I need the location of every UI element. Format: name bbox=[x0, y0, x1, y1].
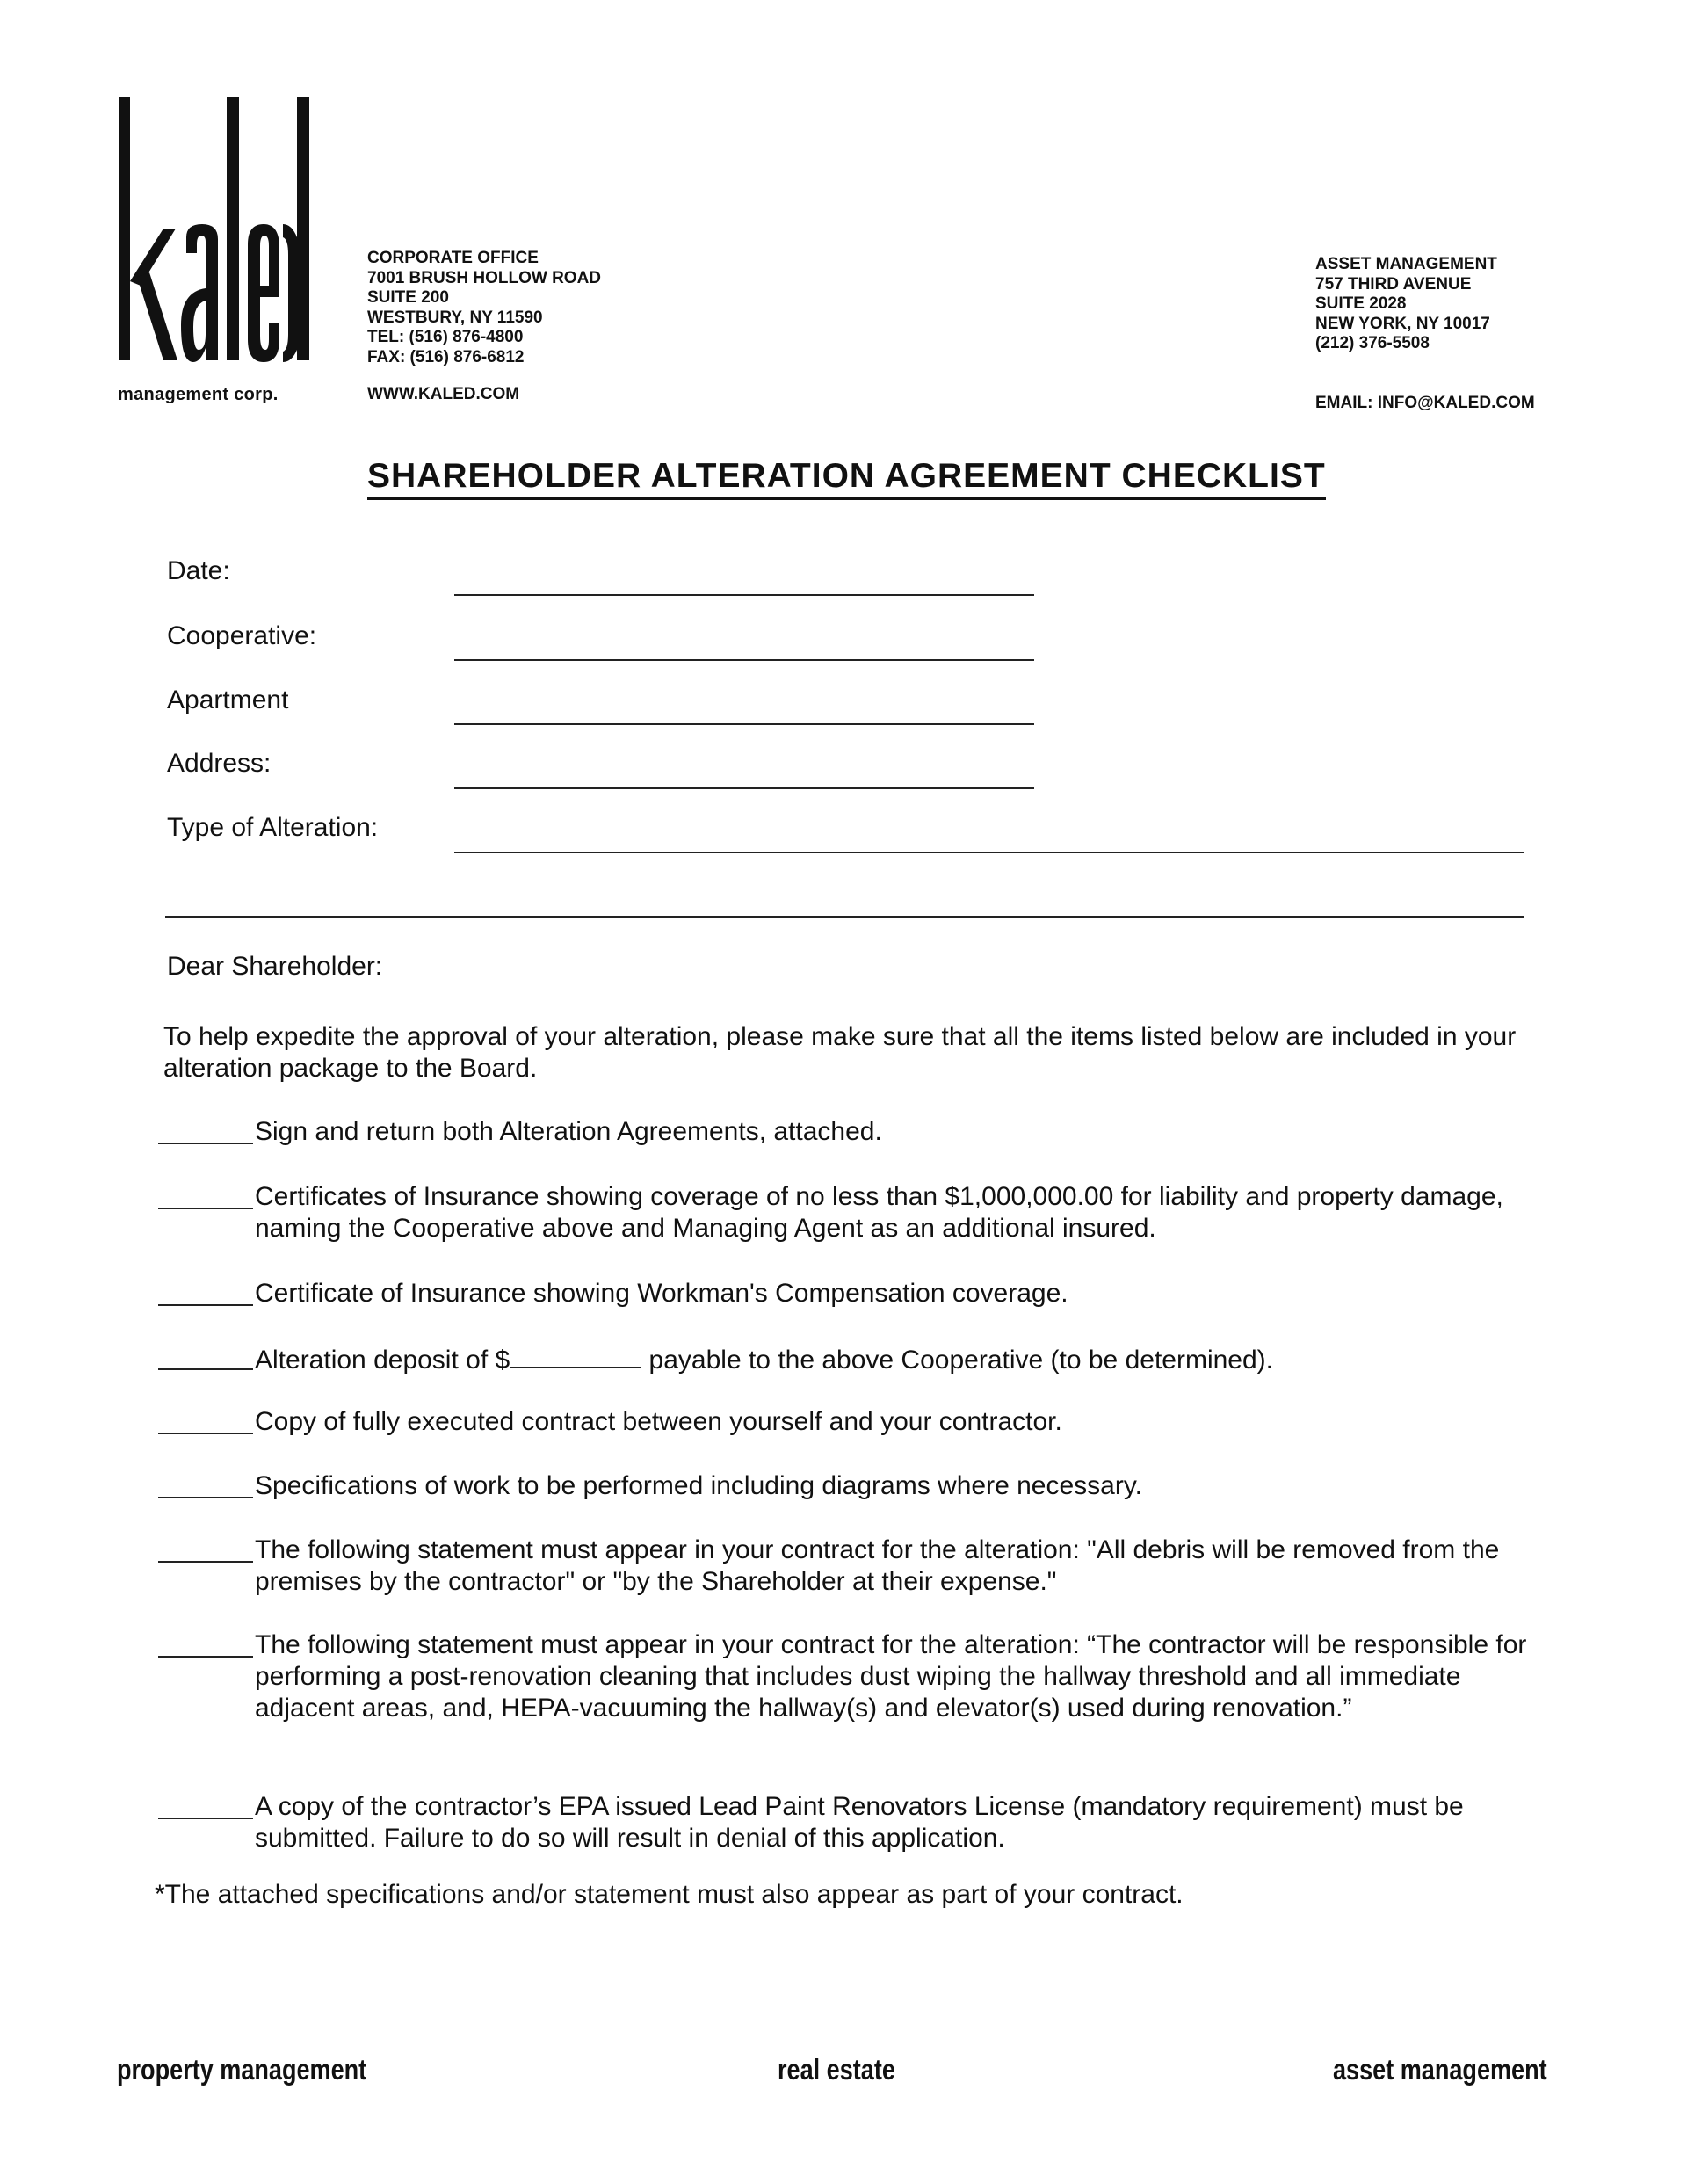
asset-management-line: SUITE 2028 bbox=[1315, 294, 1407, 313]
type-of-alteration-field[interactable] bbox=[454, 852, 1524, 853]
footer-asset-management: asset management bbox=[1333, 2053, 1547, 2086]
checklist-item-text: Certificates of Insurance showing coverage of no less than $1,000,000.00 for liability and property damage, naming the Cooperative above and Managing Agent as an additional insured. bbox=[255, 1182, 1503, 1243]
kaled-logo bbox=[118, 97, 309, 369]
checkbox-blank[interactable] bbox=[158, 1535, 253, 1563]
checklist-item bbox=[158, 1278, 1529, 1310]
checklist-item-text: Specifications of work to be performed including diagrams where necessary. bbox=[255, 1471, 1142, 1500]
checklist-item-text: Sign and return both Alteration Agreements, attached. bbox=[255, 1117, 882, 1146]
corporate-office-line: SUITE 200 bbox=[367, 288, 449, 307]
checklist-item bbox=[158, 1470, 1529, 1502]
address-label: Address: bbox=[167, 749, 272, 778]
deposit-prefix: Alteration deposit of bbox=[255, 1346, 496, 1375]
corporate-office-line: FAX: (516) 876-6812 bbox=[367, 347, 525, 366]
intro-paragraph: To help expedite the approval of your alteration, please make sure that all the items listed below are included in your alteration package to the Board. bbox=[163, 1022, 1517, 1083]
type-of-alteration-label: Type of Alteration: bbox=[167, 813, 379, 842]
checkbox-blank[interactable] bbox=[158, 1470, 253, 1498]
apartment-field[interactable] bbox=[454, 723, 1034, 725]
corporate-office-line: WESTBURY, NY 11590 bbox=[367, 308, 543, 327]
logo-subtitle: management corp. bbox=[118, 385, 279, 404]
deposit-suffix: payable to the above Cooperative (to be determined). bbox=[641, 1346, 1273, 1375]
checkbox-blank[interactable] bbox=[158, 1791, 253, 1819]
checkbox-blank[interactable] bbox=[158, 1629, 253, 1658]
footnote: *The attached specifications and/or statement must also appear as part of your contract. bbox=[155, 1880, 1184, 1909]
checkbox-blank[interactable] bbox=[158, 1406, 253, 1434]
cooperative-field[interactable] bbox=[454, 659, 1034, 661]
footer-property-management: property management bbox=[117, 2053, 367, 2086]
checklist-item-deposit bbox=[158, 1342, 1529, 1376]
checkbox-blank[interactable] bbox=[158, 1181, 253, 1209]
asset-management-heading: ASSET MANAGEMENT bbox=[1315, 255, 1497, 273]
corporate-office-line: TEL: (516) 876-4800 bbox=[367, 328, 524, 346]
date-label: Date: bbox=[167, 556, 230, 585]
asset-management-line: 757 THIRD AVENUE bbox=[1315, 274, 1472, 294]
asset-management-address bbox=[1315, 255, 1497, 354]
checklist-item-text: A copy of the contractor’s EPA issued Lead Paint Renovators License (mandatory requirement) must be submitted. Failure to do so will result in denial of this application. bbox=[255, 1792, 1464, 1853]
deposit-amount-field[interactable] bbox=[510, 1342, 641, 1368]
checklist-item bbox=[158, 1406, 1529, 1438]
cooperative-label: Cooperative: bbox=[167, 621, 317, 650]
checkbox-blank[interactable] bbox=[158, 1278, 253, 1306]
checklist-item bbox=[158, 1116, 1529, 1148]
checklist-item bbox=[158, 1791, 1529, 1854]
deposit-currency: $ bbox=[495, 1346, 510, 1375]
checklist-item-text: The following statement must appear in your contract for the alteration: “The contractor will be responsible for performing a post-renovation cleaning that includes dust wiping the hallway threshold and all immediate adjacent areas, and, HEPA-vacuuming the hallway(s) and elevator(s) used during renovation.” bbox=[255, 1630, 1527, 1723]
footer-real-estate: real estate bbox=[778, 2053, 895, 2086]
checkbox-blank[interactable] bbox=[158, 1342, 253, 1370]
checklist-item bbox=[158, 1535, 1529, 1598]
page-title: SHAREHOLDER ALTERATION AGREEMENT CHECKLIST bbox=[367, 457, 1326, 500]
address-field[interactable] bbox=[454, 787, 1034, 789]
checklist-item-text: Copy of fully executed contract between yourself and your contractor. bbox=[255, 1407, 1062, 1436]
checklist-item-text: Certificate of Insurance showing Workman's Compensation coverage. bbox=[255, 1279, 1068, 1308]
apartment-label: Apartment bbox=[167, 686, 289, 715]
corporate-office-address bbox=[367, 249, 601, 367]
website-link[interactable]: WWW.KALED.COM bbox=[367, 385, 520, 403]
salutation: Dear Shareholder: bbox=[167, 952, 383, 981]
asset-management-line: NEW YORK, NY 10017 bbox=[1315, 314, 1490, 333]
corporate-office-heading: CORPORATE OFFICE bbox=[367, 249, 539, 267]
checklist-item-text bbox=[255, 1342, 1529, 1376]
checklist-item-text: The following statement must appear in your contract for the alteration: "All debris will be removed from the premises by the contractor" or "by the Shareholder at their expense." bbox=[255, 1535, 1500, 1596]
checkbox-blank[interactable] bbox=[158, 1116, 253, 1144]
type-of-alteration-field-continued[interactable] bbox=[165, 916, 1524, 918]
date-field[interactable] bbox=[454, 594, 1034, 596]
email-link[interactable]: EMAIL: INFO@KALED.COM bbox=[1315, 394, 1535, 412]
corporate-office-line: 7001 BRUSH HOLLOW ROAD bbox=[367, 268, 602, 287]
checklist-item bbox=[158, 1629, 1529, 1724]
asset-management-line: (212) 376-5508 bbox=[1315, 334, 1430, 352]
checklist-item bbox=[158, 1181, 1529, 1244]
